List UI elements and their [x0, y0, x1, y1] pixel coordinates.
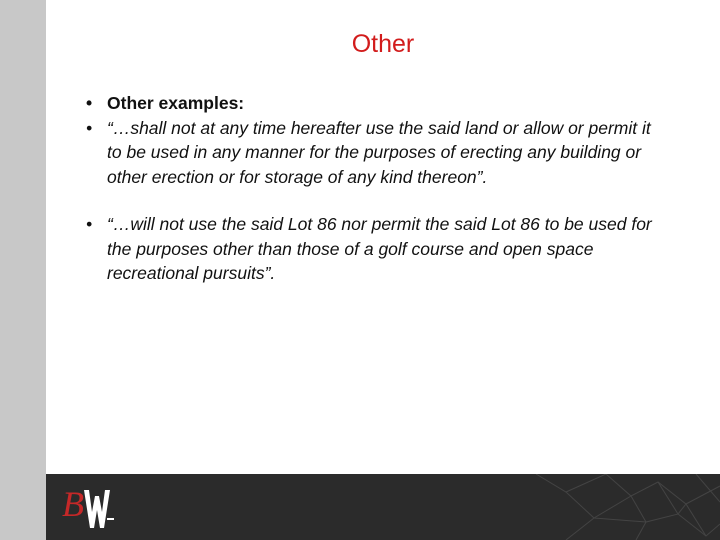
bullet-text: “…will not use the said Lot 86 nor permit the said Lot 86 to be used for the purposes other than those of a golf course and open space recreational pursuits”.	[107, 214, 652, 283]
left-side-bar	[0, 0, 46, 540]
firm-logo	[62, 484, 122, 534]
footer-band	[46, 474, 720, 540]
bullet-dot: •	[86, 93, 93, 113]
logo-letter: B	[62, 484, 84, 524]
slide-title: Other	[351, 30, 415, 58]
bullet-item	[86, 116, 666, 190]
bullet-text: Other examples:	[107, 93, 245, 113]
bullet-dot: •	[86, 214, 93, 234]
bullet-item	[86, 212, 666, 286]
bullet-list	[86, 91, 666, 286]
bullet-text: “…shall not at any time hereafter use the said land or allow or permit it to be used in any manner for the purposes of erecting any building or other erection or for storage of any kind thereon”.	[107, 117, 651, 187]
logo-w-mark-icon	[80, 488, 114, 532]
bullet-dot: •	[86, 117, 93, 138]
decorative-mesh-pattern	[46, 474, 720, 540]
bullet-item	[86, 91, 666, 116]
